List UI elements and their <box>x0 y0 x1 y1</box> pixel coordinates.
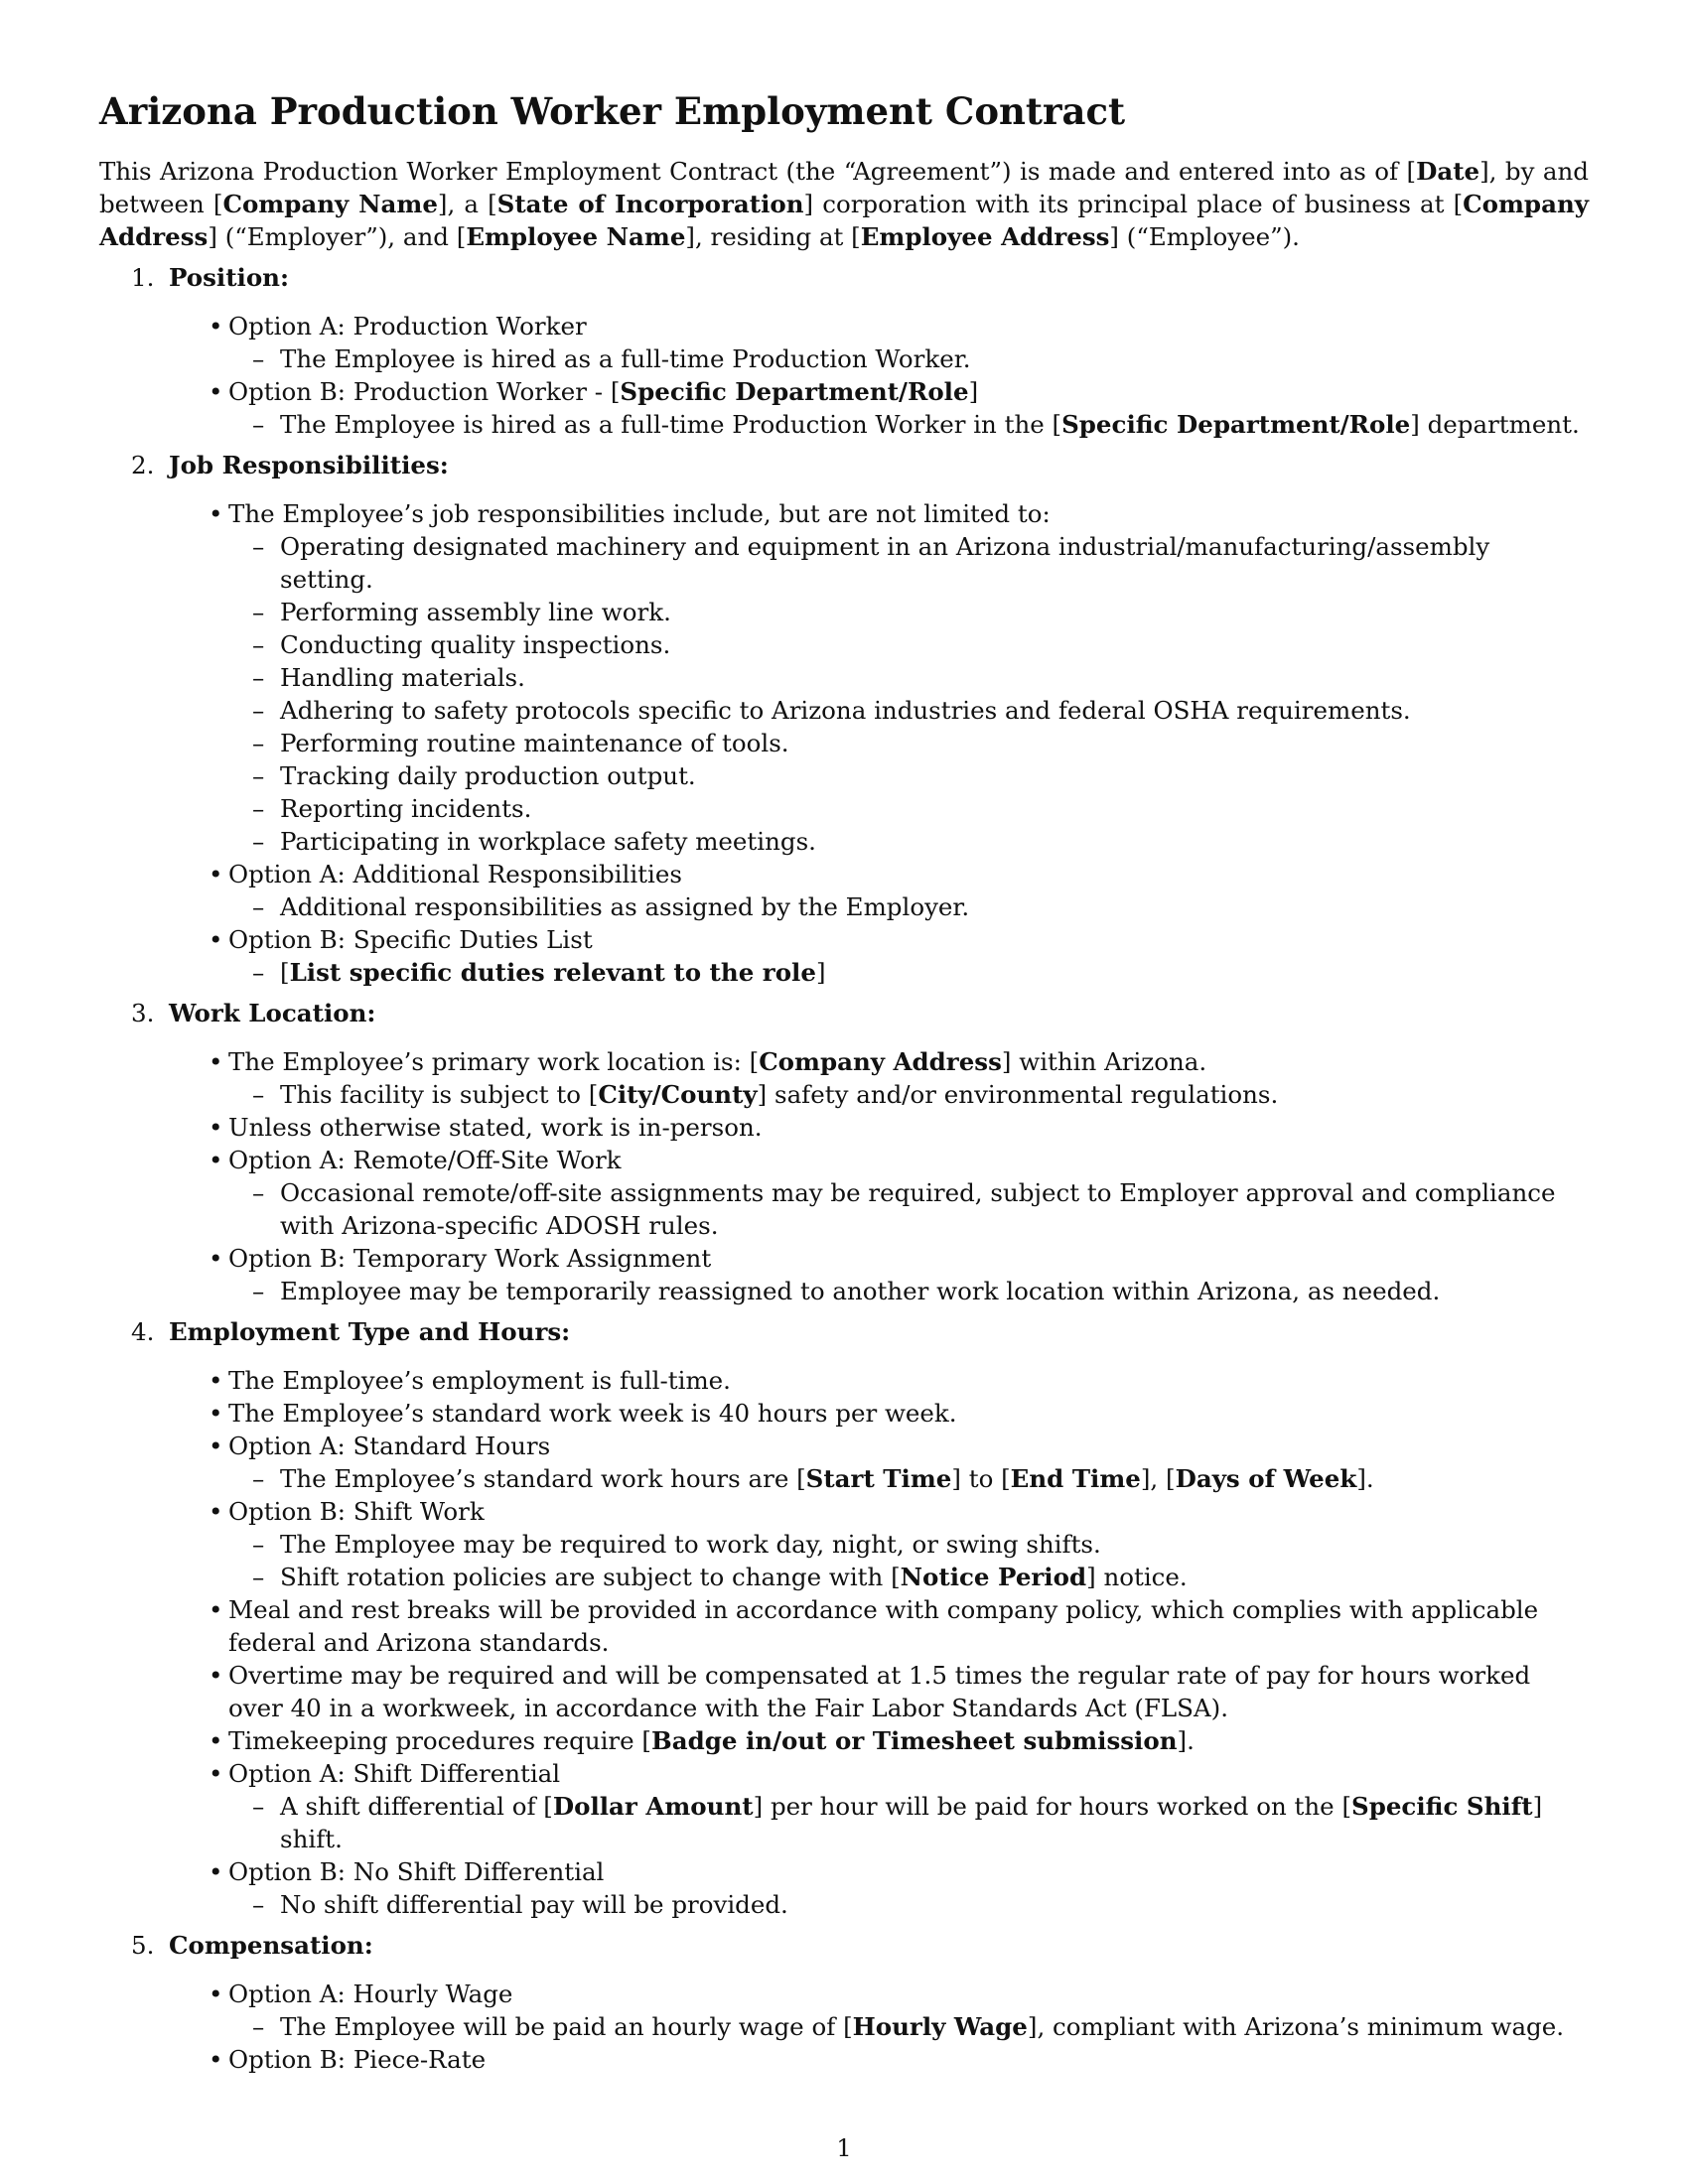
placeholder-field: Date <box>1416 157 1480 186</box>
placeholder-field: Notice Period <box>900 1563 1087 1591</box>
section-number: 3. <box>131 999 155 1027</box>
list-item: • The Employee’s primary work location is: [Company Address] within Arizona. – This facility is subject to [City/County] safety and/or environmental regulations. <box>228 1045 1589 1111</box>
sub-list-item: – Participating in workplace safety meetings. <box>280 825 1589 858</box>
section-title: Employment Type and Hours: <box>169 1317 571 1346</box>
sub-list-item: – Handling materials. <box>280 661 1589 694</box>
section-heading <box>99 1929 1589 1962</box>
bullet-list <box>99 1364 1589 1921</box>
sub-list-item: – Conducting quality inspections. <box>280 628 1589 661</box>
placeholder-field: Specific Department/Role <box>620 377 969 406</box>
list-item: • Option A: Hourly Wage – The Employee will be paid an hourly wage of [Hourly Wage], compliant with Arizona’s minimum wage. <box>228 1978 1589 2043</box>
section-title: Job Responsibilities: <box>169 451 449 479</box>
list-item: • Option A: Shift Differential – A shift differential of [Dollar Amount] per hour will be paid for hours worked on the [Specific Shift] shift. <box>228 1757 1589 1855</box>
bullet-list <box>99 497 1589 989</box>
list-item: • Unless otherwise stated, work is in-person. <box>228 1111 1589 1144</box>
sub-list-item: – No shift differential pay will be provided. <box>280 1888 1589 1921</box>
sub-list-item: – The Employee is hired as a full-time Production Worker. <box>280 342 1589 375</box>
list-item: • Timekeeping procedures require [Badge in/out or Timesheet submission]. <box>228 1724 1589 1757</box>
sub-list-item: – The Employee will be paid an hourly wage of [Hourly Wage], compliant with Arizona’s minimum wage. <box>280 2010 1589 2043</box>
sub-list-item: – Additional responsibilities as assigned by the Employer. <box>280 890 1589 923</box>
sub-list-item: – The Employee’s standard work hours are [Start Time] to [End Time], [Days of Week]. <box>280 1462 1589 1495</box>
placeholder-field: Specific Shift <box>1351 1792 1533 1821</box>
sub-list-item: – Occasional remote/off-site assignments may be required, subject to Employer approval and compliance with Arizona-specific ADOSH rules. <box>280 1176 1589 1242</box>
placeholder-field: Company Address <box>99 190 1589 251</box>
sub-list-item: – Tracking daily production output. <box>280 759 1589 792</box>
placeholder-field: Employee Name <box>466 222 686 251</box>
placeholder-field: Employee Address <box>860 222 1110 251</box>
section-title: Position: <box>169 263 290 292</box>
placeholder-field: List specific duties relevant to the role <box>289 958 816 987</box>
list-item: • Option A: Additional Responsibilities – Additional responsibilities as assigned by the Employer. <box>228 858 1589 923</box>
placeholder-field: Start Time <box>805 1464 952 1493</box>
contract-section <box>99 1929 1589 2076</box>
list-item: • Option A: Remote/Off-Site Work – Occasional remote/off-site assignments may be required, subject to Employer approval and compliance with Arizona-specific ADOSH rules. <box>228 1144 1589 1242</box>
list-item: • Option A: Production Worker – The Employee is hired as a full-time Production Worker. <box>228 310 1589 375</box>
list-item: • Option B: Piece-Rate <box>228 2043 1589 2076</box>
sub-list <box>228 2010 1589 2043</box>
sub-list <box>228 530 1589 858</box>
section-heading <box>99 997 1589 1029</box>
sub-list <box>228 1176 1589 1242</box>
sub-list-item: – Adhering to safety protocols specific to Arizona industries and federal OSHA requirements. <box>280 694 1589 727</box>
sub-list <box>228 1888 1589 1921</box>
placeholder-field: Company Address <box>759 1047 1002 1076</box>
section-number: 2. <box>131 451 155 479</box>
sub-list-item: – Performing routine maintenance of tools. <box>280 727 1589 759</box>
sub-list <box>228 1462 1589 1495</box>
sub-list <box>228 1790 1589 1855</box>
contract-section <box>99 449 1589 989</box>
placeholder-field: Specific Department/Role <box>1061 410 1411 439</box>
sub-list <box>228 1528 1589 1593</box>
contract-section <box>99 261 1589 441</box>
placeholder-field: State of Incorporation <box>496 190 804 218</box>
sub-list-item: – Shift rotation policies are subject to change with [Notice Period] notice. <box>280 1561 1589 1593</box>
section-number: 4. <box>131 1317 155 1346</box>
list-item: • Meal and rest breaks will be provided in accordance with company policy, which complies with applicable federal and Arizona standards. <box>228 1593 1589 1659</box>
sub-list <box>228 956 1589 989</box>
sub-list-item: – Performing assembly line work. <box>280 596 1589 628</box>
intro-paragraph: This Arizona Production Worker Employment Contract (the “Agreement”) is made and entered into as of [Date], by and between [Company Name], a [State of Incorporation] corporation with its principal place of business at [Company Address] (“Employer”), and [Employee Name], residing at [Employee Address] (“Employee”). <box>99 157 1589 251</box>
list-item: • Option A: Standard Hours – The Employee’s standard work hours are [Start Time] to [End Time], [Days of Week]. <box>228 1430 1589 1495</box>
list-item: • Option B: Shift Work – The Employee may be required to work day, night, or swing shifts. – Shift rotation policies are subject to change with [Notice Period] notice. <box>228 1495 1589 1593</box>
sub-list-item: – Operating designated machinery and equipment in an Arizona industrial/manufacturing/assembly setting. <box>280 530 1589 596</box>
sub-list-item: – Reporting incidents. <box>280 792 1589 825</box>
sub-list <box>228 408 1589 441</box>
bullet-list <box>99 310 1589 441</box>
list-item: • Option B: Specific Duties List – [List specific duties relevant to the role] <box>228 923 1589 989</box>
placeholder-field: Dollar Amount <box>552 1792 754 1821</box>
section-heading <box>99 1315 1589 1348</box>
placeholder-field: Hourly Wage <box>852 2012 1028 2041</box>
sub-list <box>228 342 1589 375</box>
section-heading <box>99 261 1589 294</box>
list-item: • The Employee’s job responsibilities include, but are not limited to: – Operating designated machinery and equipment in an Arizona industrial/manufacturing/assembly setting. – Performing assembly line work. – Conducting quality inspections. – Handling materials. – Adhering to safety protocols specific to Arizona industries and federal OSHA requirements. – Performing routine maintenance of tools. – Tracking daily production output. – Reporting incidents. – Participating in workplace safety meetings. <box>228 497 1589 858</box>
list-item: • The Employee’s employment is full-time. <box>228 1364 1589 1397</box>
placeholder-field: Badge in/out or Timesheet submission <box>651 1726 1178 1755</box>
document-title: Arizona Production Worker Employment Contract <box>99 89 1126 133</box>
section-number: 1. <box>131 263 155 292</box>
section-number: 5. <box>131 1931 155 1960</box>
bullet-list <box>99 1978 1589 2076</box>
sub-list-item: – A shift differential of [Dollar Amount] per hour will be paid for hours worked on the [Specific Shift] shift. <box>280 1790 1589 1855</box>
sub-list <box>228 1275 1589 1307</box>
placeholder-field: End Time <box>1010 1464 1141 1493</box>
placeholder-field: Days of Week <box>1175 1464 1357 1493</box>
page-number: 1 <box>836 2134 852 2162</box>
contract-section <box>99 997 1589 1307</box>
sub-list-item: – The Employee is hired as a full-time Production Worker in the [Specific Department/Role] department. <box>280 408 1589 441</box>
list-item: • Option B: No Shift Differential – No shift differential pay will be provided. <box>228 1855 1589 1921</box>
section-title: Work Location: <box>169 999 376 1027</box>
sections-list <box>99 261 1589 2076</box>
sub-list-item: – The Employee may be required to work day, night, or swing shifts. <box>280 1528 1589 1561</box>
bullet-list <box>99 1045 1589 1307</box>
list-item: • The Employee’s standard work week is 40 hours per week. <box>228 1397 1589 1430</box>
list-item: • Overtime may be required and will be compensated at 1.5 times the regular rate of pay for hours worked over 40 in a workweek, in accordance with the Fair Labor Standards Act (FLSA). <box>228 1659 1589 1724</box>
placeholder-field: Company Name <box>222 190 438 218</box>
section-title: Compensation: <box>169 1931 373 1960</box>
sub-list <box>228 890 1589 923</box>
placeholder-field: City/County <box>598 1080 758 1109</box>
document-page <box>99 87 1589 2076</box>
sub-list-item: – Employee may be temporarily reassigned to another work location within Arizona, as needed. <box>280 1275 1589 1307</box>
list-item: • Option B: Production Worker - [Specific Department/Role] – The Employee is hired as a full-time Production Worker in the [Specific Department/Role] department. <box>228 375 1589 441</box>
contract-section <box>99 1315 1589 1921</box>
list-item: • Option B: Temporary Work Assignment – Employee may be temporarily reassigned to another work location within Arizona, as needed. <box>228 1242 1589 1307</box>
sub-list-item: – This facility is subject to [City/County] safety and/or environmental regulations. <box>280 1078 1589 1111</box>
sub-list-item: – [List specific duties relevant to the role] <box>280 956 1589 989</box>
sub-list <box>228 1078 1589 1111</box>
section-heading <box>99 449 1589 481</box>
